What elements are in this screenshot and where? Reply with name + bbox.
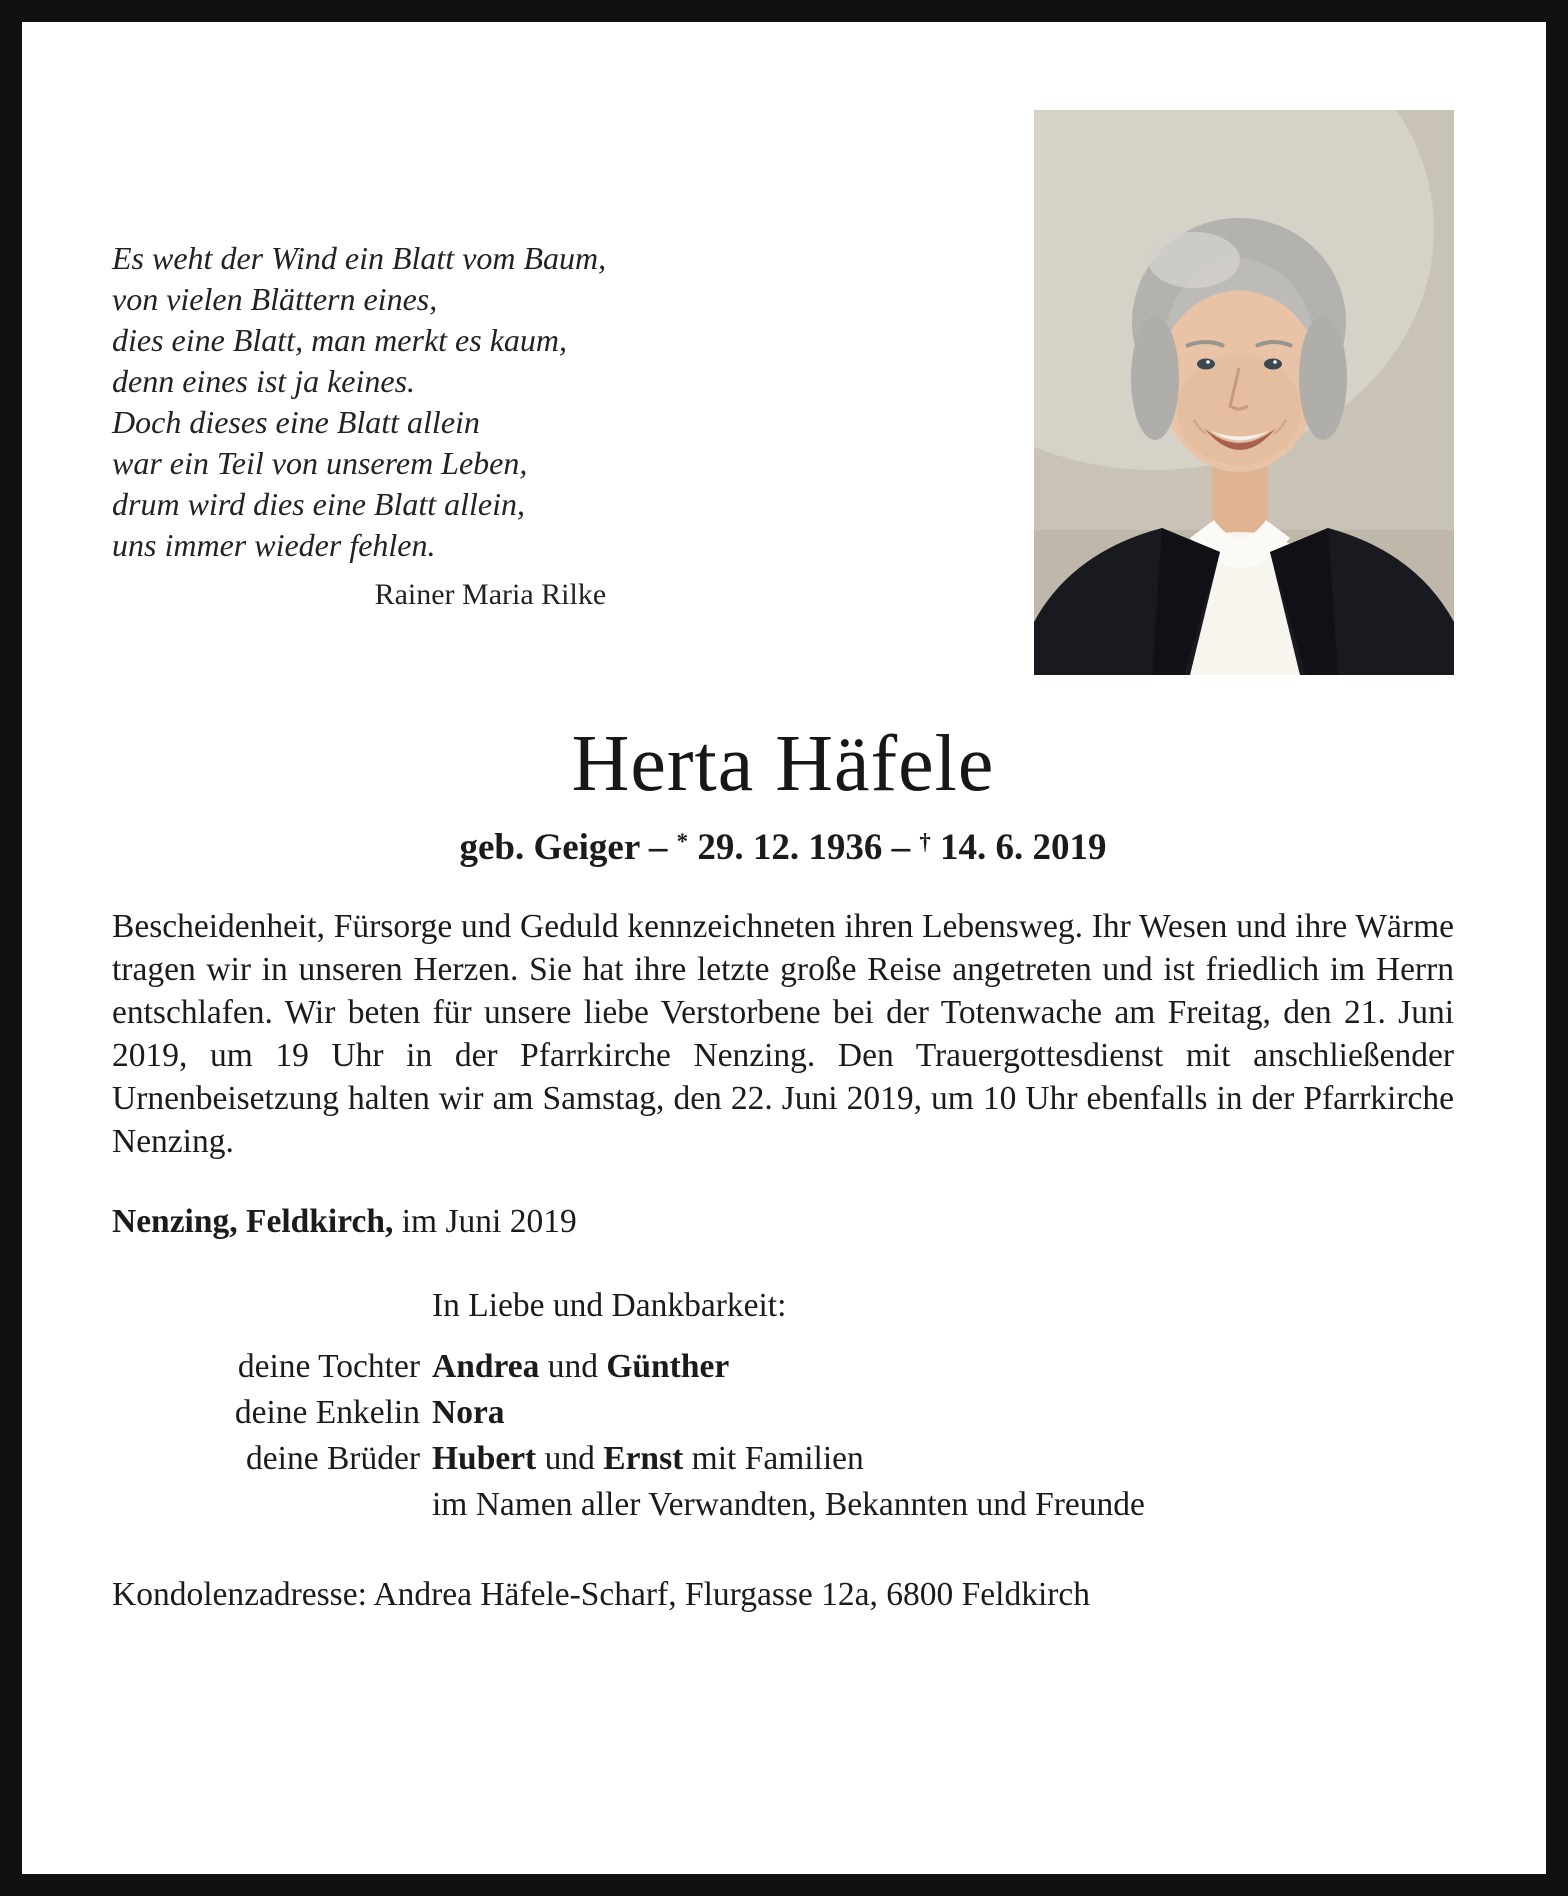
condolence-address: Kondolenzadresse: Andrea Häfele-Scharf, Flurgasse 12a, 6800 Feldkirch bbox=[112, 1576, 1091, 1613]
poem-line: dies eine Blatt, man merkt es kaum, bbox=[112, 322, 567, 358]
family-line-granddaughter bbox=[112, 1390, 1454, 1436]
poem-line: war ein Teil von unserem Leben, bbox=[112, 445, 528, 481]
poem-line: Es weht der Wind ein Blatt vom Baum, bbox=[112, 240, 607, 276]
family-relation-label: deine Tochter bbox=[237, 1348, 420, 1385]
poem-line: drum wird dies eine Blatt allein, bbox=[112, 486, 525, 522]
birth-date: 29. 12. 1936 – bbox=[688, 827, 920, 868]
place-date-line bbox=[112, 1203, 1454, 1241]
death-symbol: † bbox=[919, 828, 931, 854]
portrait-illustration bbox=[1034, 110, 1454, 675]
family-name: Hubert bbox=[432, 1440, 537, 1477]
death-date: 14. 6. 2019 bbox=[930, 827, 1107, 868]
family-connector: und bbox=[539, 1348, 607, 1385]
place-names: Nenzing, Feldkirch, bbox=[112, 1203, 394, 1240]
family-names bbox=[432, 1344, 1454, 1390]
family-name: Andrea bbox=[432, 1348, 540, 1385]
family-line-daughter bbox=[112, 1344, 1454, 1390]
family-relation-label: deine Brüder bbox=[246, 1440, 420, 1477]
family-section bbox=[112, 1283, 1454, 1528]
header-section bbox=[112, 110, 1454, 675]
gratitude-line: In Liebe und Dankbarkeit: bbox=[432, 1287, 787, 1324]
portrait-photo bbox=[1034, 110, 1454, 675]
deceased-name: Herta Häfele bbox=[571, 720, 995, 808]
life-dates bbox=[112, 826, 1454, 869]
family-suffix: mit Familien bbox=[683, 1440, 864, 1477]
family-relation-label: deine Enkelin bbox=[234, 1394, 420, 1431]
poem-line: uns immer wieder fehlen. bbox=[112, 527, 436, 563]
poem-line: denn eines ist ja keines. bbox=[112, 363, 416, 399]
family-name: Nora bbox=[432, 1394, 505, 1431]
poem-line: von vielen Blättern eines, bbox=[112, 281, 438, 317]
place-date: im Juni 2019 bbox=[393, 1203, 577, 1240]
announcement-text: Bescheidenheit, Fürsorge und Geduld kennzeichneten ihren Lebensweg. Ihr Wesen und ihre Wärme tragen wir in unseren Herzen. Sie hat ihre letzte große Reise angetreten und ist friedlich im Herrn entschlafen. Wir beten für unsere liebe Verstorbene bei der Totenwache am Freitag, den 21. Juni 2019, um 19 Uhr in der Pfarrkirche Nenzing. Den Trauergottesdienst mit anschließender Urnenbeisetzung halten wir am Samstag, den 22. Juni 2019, um 10 Uhr ebenfalls in der Pfarrkirche Nenzing. bbox=[112, 908, 1454, 1160]
family-names bbox=[432, 1436, 1454, 1482]
poem-author: Rainer Maria Rilke bbox=[374, 578, 607, 611]
poem-line: Doch dieses eine Blatt allein bbox=[112, 404, 480, 440]
family-connector: und bbox=[536, 1440, 604, 1477]
family-line-brothers bbox=[112, 1436, 1454, 1482]
family-names bbox=[432, 1390, 1454, 1436]
family-name: Günther bbox=[606, 1348, 730, 1385]
maiden-name: geb. Geiger – bbox=[459, 827, 677, 868]
family-name: Ernst bbox=[603, 1440, 684, 1477]
family-closing-line: im Namen aller Verwandten, Bekannten und Freunde bbox=[432, 1486, 1145, 1523]
poem bbox=[112, 238, 606, 612]
birth-symbol: * bbox=[676, 828, 689, 854]
